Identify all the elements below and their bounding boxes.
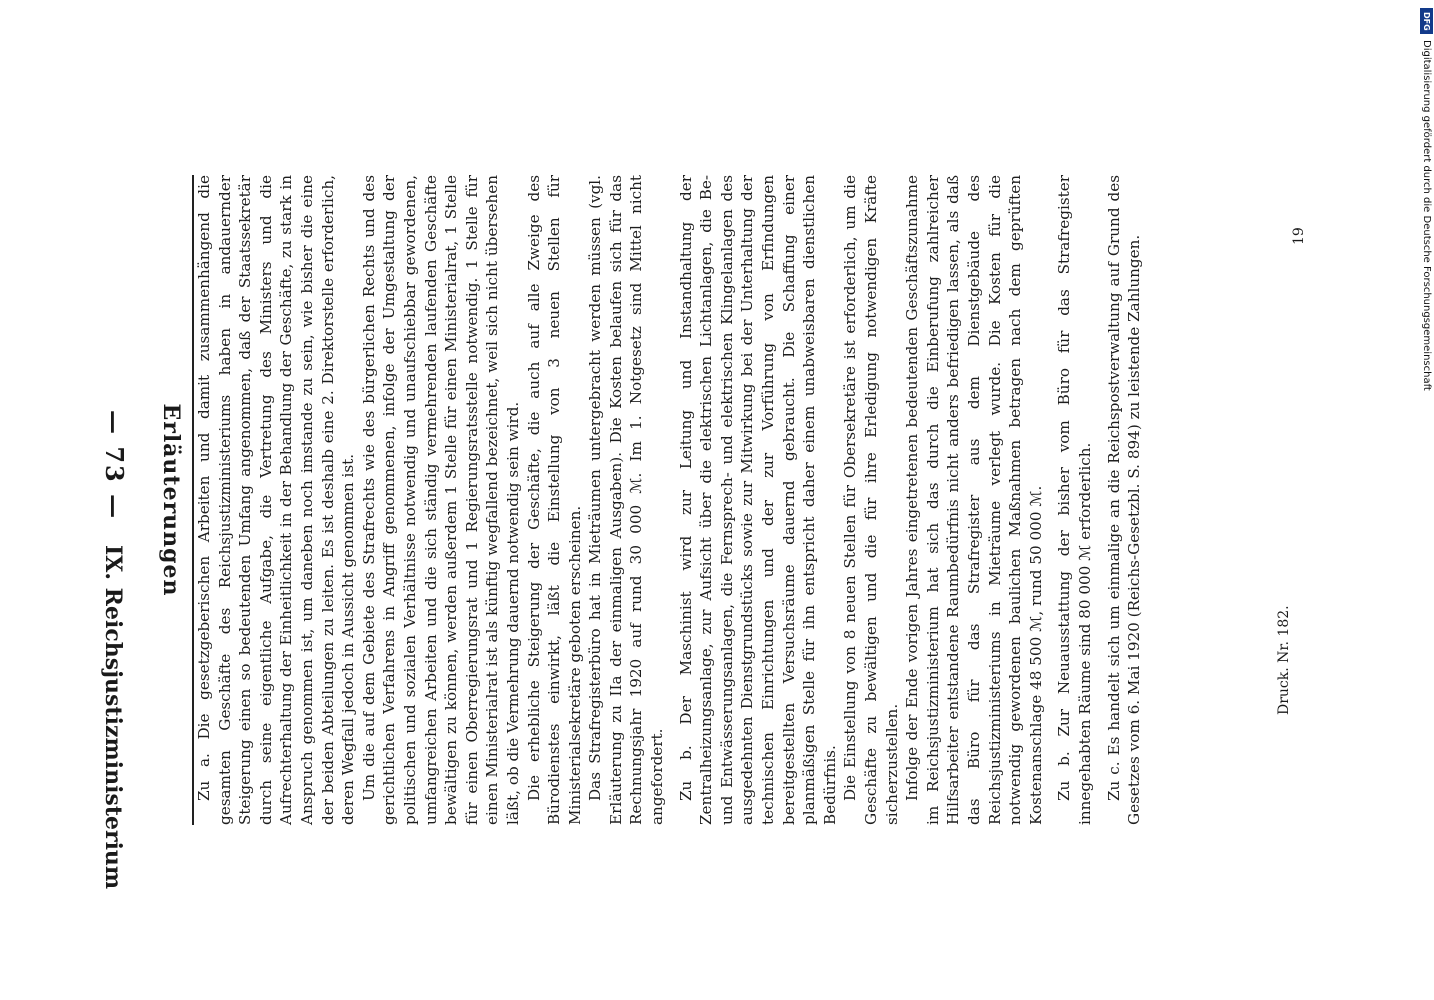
paragraph: Zu b. Zur Neuausstattung der bisher vom Büro für das Strafregister innegehabten Räume sind 80 000 ℳ erforderlich. — [1055, 175, 1094, 825]
section-heading: Erläuterungen — [158, 403, 184, 597]
paragraph: Das Strafregisterbüro hat in Mieträumen untergebracht werden müssen (vgl. Erläuterung zu IIa der einmaligen Ausgaben). Die Kosten belaufen sich für das Rechnungsjahr 1920 auf rund 30 000 ℳ. Im 1. Notgesetz sind Mittel nicht angefordert. — [586, 175, 667, 825]
digitization-stamp — [1419, 40, 1433, 420]
sheet-number: 19 — [1291, 227, 1307, 245]
paragraph: Um die auf dem Gebiete des Strafrechts wie des bürgerlichen Rechts und des gerichtlichen Verfahrens in Angriff genommenen, infolge der Umgestaltung der politischen und sozialen Verhältnisse notwendig und unaufschiebbar gewordenen, umfangreichen Arbeiten und die sich ständig vermehrenden laufenden Geschäfte bewältigen zu können, werden außerdem 1 Stelle für einen Ministerialrat, 1 Stelle für einen Oberregierungsrat und 1 Regierungsratsstelle notwendig. 1 Stelle für einen Ministerialrat ist als künftig wegfallend bezeichnet, weil sich nicht übersehen läßt, ob die Vermehrung dauernd notwendig sein wird. — [359, 175, 522, 825]
paragraph: Die erhebliche Steigerung der Geschäfte, die auch auf alle Zweige des Bürodienstes einwirkt, läßt die Einstellung von 3 neuen Stellen für Ministerialsekretäre geboten erscheinen. — [524, 175, 584, 825]
dfg-logo: DFG — [1420, 8, 1433, 34]
stamp-text: Digitalisierung gefördert durch die Deutsche Forschungsgemeinschaft — [1421, 40, 1432, 391]
paragraph: Zu c. Es handelt sich um einmalige an die Reichspostverwaltung auf Grund des Gesetzes vom 6. Mai 1920 (Reichs-Gesetzbl. S. 894) zu leistende Zahlungen. — [1104, 175, 1144, 825]
running-header: IX. Reichsjustizministerium — [100, 545, 126, 890]
page-number: — 73 — — [100, 410, 129, 521]
paragraph: Zu b. Der Maschinist wird zur Leitung und Instandhaltung der Zentralheizungsanlage, zur Aufsicht über die elektrischen Lichtanlagen, die Be- und Entwässerungsanlagen, die Fernsprech- und elektrischen Klingelanlagen des ausgedehnten Dienstgrundstücks sowie zur Mitwirkung bei der Unterhaltung der technischen Einrichtungen und der zur Vorführung von Erfindungen bereitgestellten Versuchsräume dauernd gebraucht. Die Schaffung einer planmäßigen Stelle für ihn entspricht daher einem unabweisbaren dienstlichen Bedürfnis. — [676, 175, 839, 825]
paragraph: Zu a. Die gesetzgeberischen Arbeiten und damit zusammenhängend die gesamten Geschäfte des Reichsjustizministeriums haben in andauernder Steigerung einen so bedeutenden Umfang angenommen, daß der Staatssekretär durch seine eigentliche Aufgabe, die Vertretung des Ministers und die Aufrechterhaltung der Einheitlichkeit in der Behandlung der Geschäfte, zu stark in Anspruch genommen ist, um daneben noch imstande zu sein, wie bisher die eine der beiden Abteilungen zu leiten. Es ist deshalb eine 2. Direktorstelle erforderlich, deren Wegfall jedoch in Aussicht genommen ist. — [195, 175, 358, 825]
paragraph: Die Einstellung von 8 neuen Stellen für Obersekretäre ist erforderlich, um die Geschäfte zu bewältigen und die für ihre Erledigung notwendigen Kräfte sicherzustellen. — [841, 175, 901, 825]
body-text — [194, 175, 1144, 825]
paragraph: Infolge der Ende vorigen Jahres eingetretenen bedeutenden Geschäftszunahme im Reichsjustizministerium hat sich das durch die Einberufung zahlreicher Hilfsarbeiter entstandene Raumbedürfnis nicht anders befriedigen lassen, als daß das Büro für das Strafregister aus dem Dienstgebäude des Reichsjustizministeriums in Mieträume verlegt wurde. Die Kosten für die notwendig gewordenen baulichen Maßnahmen betragen nach dem geprüften Kostenanschlage 48 500 ℳ, rund 50 000 ℳ. — [903, 175, 1045, 825]
print-reference: Druck. Nr. 182. — [1276, 605, 1292, 715]
